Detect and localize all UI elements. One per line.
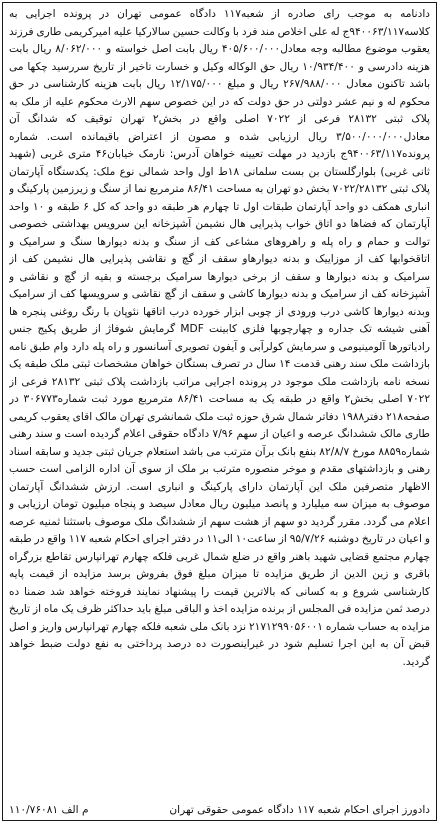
legal-notice: [2, 2, 437, 821]
notice-reference-number: ۱۱۰/۷۶۰۸۱ م الف: [9, 804, 89, 816]
notice-footer: [9, 801, 430, 818]
notice-signature: دادورز اجرای احکام شعبه ۱۱۷ دادگاه عمومی حقوقی تهران: [169, 804, 430, 816]
notice-body-text: دادنامه به موجب رای صادره از شعبه۱۱۷ دادگاه عمومی تهران در پرونده اجرایی به کلاسه۹۴۰۰۶۳/۱۱۷ج له علی اخلاص مند فرد با وکالت حسین سالارکیا علیه امیرکریمی طاری فرزند یعقوب موضوع مطالبه وجه معادل۴۰۵/۶۰۰/۰۰۰ ریال بابت اصل خواسته و ۸/۰۶۲/۰۰۰ ریال بابت هزینه دادرسی و ۱۰/۹۳۴/۴۰۰ ریال حق الوکاله وکیل و خسارت تاخیر از تاریخ سررسید چکها می باشد تاکنون معادل ۲۶۷/۹۸۸/۰۰۰ ریال و مبلغ ۱۲/۱۷۵/۰۰۰ ریال بابت هزینه کارشناسی در حق محکوم له و نیم عشر دولتی در حق دولت که در این خصوص سهم الارث محکوم علیه از ملک به پلاک ثبتی ۲۸۱۳۲ فرعی از ۷۰۲۲ اصلی واقع در بخش۲ تهران توقیف که شدانگ آن معادل۳/۵۰۰/۰۰۰/۰۰۰ ریال ارزیابی شده و مصون از اعتراض باقیمانده است. شماره پرونده۹۴۰۰۶۳/۱۱۷ج بازدید در مهلت تعیینه خواهان آدرس: نارمک خیابان۴۶ متری غربی (شهید ثانی غربی) بلوارگلستان بن بست سلمانی ۱۸ط اول واحد شمالی نوع ملک: یکدستگاه آپارتمان پلاک ثبتی ۷۰۲۲/۲۸۱۳۲ بخش دو تهران به مساحت ۸۶/۴۱ مترمربع نما از سنگ و زیرزمین پارکینگ و انباری همکف دو واحد آپارتمان طبقات اول تا چهارم هر طبقه دو واحد که کل ۶ طبقه و ۱۰ واحد آپارتمان که فضاها دو اتاق خواب پذیرایی هال نشیمن آشپزخانه این سرویس بهداشتی خصوصی توالت و حمام و راه پله و راهروهای مشاعی کف از سنگ و بدنه دیوارها سنگ و سرامیک و اتاقخوابها کف از موزاییک و بدنه دیوارهاو سقف از گچ و نقاشی پذیرایی هال نشیمن کف از سرامیک و بدنه دیوارها و سقف از برخی دیوارها سرامیک برجسته و بقیه از گچ و نقاشی و آشپزخانه کف از سرامیک و بدنه دیوارها کاشی و سقف از گچ نقاشی و سرویسها کف از سرامیک وبدنه دیوارها کاشی درب ورودی از چوبی ابزار خورده درب اتاقها نئوپان با رنگ روغنی پنجره ها آهنی شیشه تک جداره و چهارچوبها فلزی کابینت MDF گرمایش شوفاژ از طریق پکیج جنس رادیاتورها آلومینیومی و سرمایش کولرآبی و آیفون تصویری آسانسور و راه پله دارد وام طبق نامه بازداشت ملک سند رهنی قدمت ۱۴ سال در تصرف بستگان خواهان مشخصات ثبتی ملک طبقه یک نسخه نامه بازداشت ملک موجود در پرونده اجرایی مراتب بازداشت پلاک ثبتی ۲۸۱۳۲ فرعی از ۷۰۲۲ اصلی بخش۲ واقع در طبقه یک به مساحت ۸۶/۴۱ مترمربع مورد ثبت شماره۳۰۶۷۷۳ در صفحه۲۱۸ دفتر۱۹۸۸ دفاتر شمال شرق حوزه ثبت ملک شمانشری تهران مالک اقای یعقوب کریمی طاری مالک ششدانگ عرصه و اعیان از سهم ۷/۹۶ دادگاه حقوقی اعلام گردیده است و سند رهنی شماره۸۸۵۹ مورخ ۸۲/۸/۷ بنفع بانک برآن مترتب می باشد استعلام جریان ثبتی جدید و سابقه اسناد رهنی و بازداشتهای مقدم و موخر منصوره مترتب بر ملک از سوی آن اداره الزامی است حسب الاظهار متصرفین ملک این آپارتمان دارای پارکینگ و انباری است. ارزش ششدانگ آپارتمان موصوف به میزان سه میلیارد و پانصد میلیون ریال معادل سیصد و پنجاه میلیون تومان ارزیابی و اعلام می گردد. مقرر گردید دو سهم از هشت سهم از ششدانگ ملک موصوف باستثنا ثمنیه عرصه و اعیان در تاریخ دوشنبه ۹۵/۷/۲۶ از ساعت۱۰ الی۱۱ در دفتر اجرای احکام شعبه ۱۱۷ واقع در طبقه چهارم مجتمع قضایی شهید باهنر واقع در ضلع شمال غربی فلکه چهارم تهرانپارس تقاطع بزرگراه باقری و زین الدین از طریق مزایده تا میزان مبلغ فوق بفروش برسد مزایده از قیمت پایه کارشناسی شروع و به کسانی که بالاترین قیمت را پیشنهاد نمایند فروخته خواهد شد ضمنا ده درصد ثمن مزایده فی المجلس از برنده مزایده اخذ و الباقی مبلغ باید حداکثر ظرف یک ماه از تاریخ مزایده به حساب شماره ۲۱۷۱۲۹۹۰۵۶۰۰۱ نزد بانک ملی شعبه فلکه چهارم تهرانپارس واریز و اصل قبض آن به این اجرا تسلیم شود در غیراینصورت ده درصد پرداختی به نفع دولت ضبط خواهد گردید.: [9, 8, 430, 668]
